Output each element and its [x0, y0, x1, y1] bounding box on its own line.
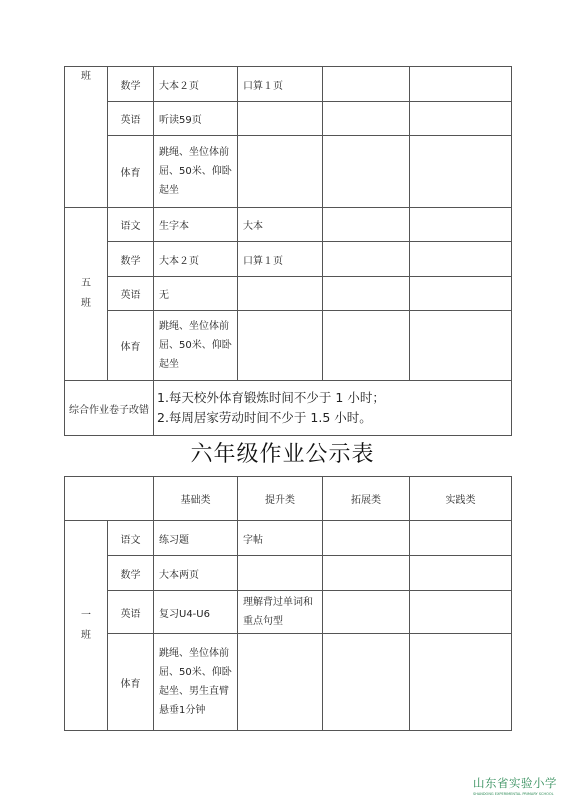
basic-cell: 无: [154, 277, 238, 311]
improve-cell: [238, 136, 323, 208]
extend-cell: [323, 311, 410, 381]
table-row: [65, 242, 512, 277]
summary-row: [65, 381, 512, 436]
summary-label: 综合作业卷子改错: [65, 381, 154, 436]
extend-cell: [323, 591, 410, 634]
practice-cell: [410, 242, 512, 277]
header-corner: [65, 477, 154, 521]
basic-cell: 跳绳、坐位体前屈、50米、仰卧起坐: [154, 311, 238, 381]
extend-cell: [323, 136, 410, 208]
table-row: [65, 311, 512, 381]
basic-cell: 大本两页: [154, 556, 238, 591]
subject-cell: 数学: [108, 556, 154, 591]
improve-cell: [238, 102, 323, 136]
header-practice: 实践类: [410, 477, 512, 521]
table-row: [65, 277, 512, 311]
improve-cell: 理解背过单词和重点句型: [238, 591, 323, 634]
table-row: [65, 208, 512, 242]
extend-cell: [323, 67, 410, 102]
improve-cell: [238, 556, 323, 591]
extend-cell: [323, 634, 410, 731]
basic-cell: 跳绳、坐位体前屈、50米、仰卧起坐、男生直臂悬垂1分钟: [154, 634, 238, 731]
summary-line-1: 1.每天校外体育锻炼时间不少于 1 小时；: [157, 390, 385, 405]
class-label-cell: [65, 208, 108, 381]
summary-line-2: 2.每周居家劳动时间不少于 1.5 小时。: [157, 410, 372, 425]
school-logo: [473, 775, 563, 797]
practice-cell: [410, 591, 512, 634]
practice-cell: [410, 311, 512, 381]
improve-cell: 口算１页: [238, 242, 323, 277]
subject-cell: 数学: [108, 67, 154, 102]
homework-table-top: [64, 66, 512, 436]
class-label-cell: [65, 521, 108, 731]
practice-cell: [410, 136, 512, 208]
subject-cell: 英语: [108, 591, 154, 634]
class-label-cell: [65, 67, 108, 208]
class-label-line: 班: [81, 629, 91, 641]
practice-cell: [410, 556, 512, 591]
basic-cell: 复习U4-U6: [154, 591, 238, 634]
header-improve: 提升类: [238, 477, 323, 521]
improve-cell: [238, 311, 323, 381]
extend-cell: [323, 102, 410, 136]
table-row: [65, 136, 512, 208]
school-name: 山东省实验小学: [473, 776, 557, 790]
improve-cell: 字帖: [238, 521, 323, 556]
improve-cell: [238, 634, 323, 731]
basic-cell: 练习题: [154, 521, 238, 556]
summary-content: [154, 381, 512, 436]
basic-cell: 大本２页: [154, 67, 238, 102]
table-row: [65, 102, 512, 136]
class-label-line: 一: [81, 609, 91, 621]
school-subtitle: SHANDONG EXPERIMENTAL PRIMARY SCHOOL: [473, 792, 554, 796]
table-row: [65, 634, 512, 731]
subject-cell: 语文: [108, 521, 154, 556]
homework-table-bottom: [64, 476, 512, 731]
practice-cell: [410, 634, 512, 731]
practice-cell: [410, 277, 512, 311]
class-label-line: 班: [81, 298, 91, 309]
header-row: [65, 477, 512, 521]
basic-cell: 生字本: [154, 208, 238, 242]
subject-cell: 体育: [108, 311, 154, 381]
basic-cell: 听读59页: [154, 102, 238, 136]
table-row: [65, 591, 512, 634]
improve-cell: 口算１页: [238, 67, 323, 102]
page-title: 六年级作业公示表: [190, 442, 375, 467]
table-row: [65, 521, 512, 556]
header-basic: 基础类: [154, 477, 238, 521]
class-label-line: 五: [81, 278, 91, 289]
class-label: 班: [81, 71, 91, 82]
subject-cell: 英语: [108, 277, 154, 311]
improve-cell: 大本: [238, 208, 323, 242]
extend-cell: [323, 521, 410, 556]
basic-cell: 大本２页: [154, 242, 238, 277]
practice-cell: [410, 208, 512, 242]
extend-cell: [323, 556, 410, 591]
table-row: [65, 67, 512, 102]
subject-cell: 体育: [108, 634, 154, 731]
subject-cell: 数学: [108, 242, 154, 277]
improve-cell: [238, 277, 323, 311]
subject-cell: 体育: [108, 136, 154, 208]
table-row: [65, 556, 512, 591]
subject-cell: 英语: [108, 102, 154, 136]
extend-cell: [323, 242, 410, 277]
extend-cell: [323, 208, 410, 242]
practice-cell: [410, 521, 512, 556]
subject-cell: 语文: [108, 208, 154, 242]
practice-cell: [410, 67, 512, 102]
basic-cell: 跳绳、坐位体前屈、50米、仰卧起坐: [154, 136, 238, 208]
header-extend: 拓展类: [323, 477, 410, 521]
practice-cell: [410, 102, 512, 136]
extend-cell: [323, 277, 410, 311]
